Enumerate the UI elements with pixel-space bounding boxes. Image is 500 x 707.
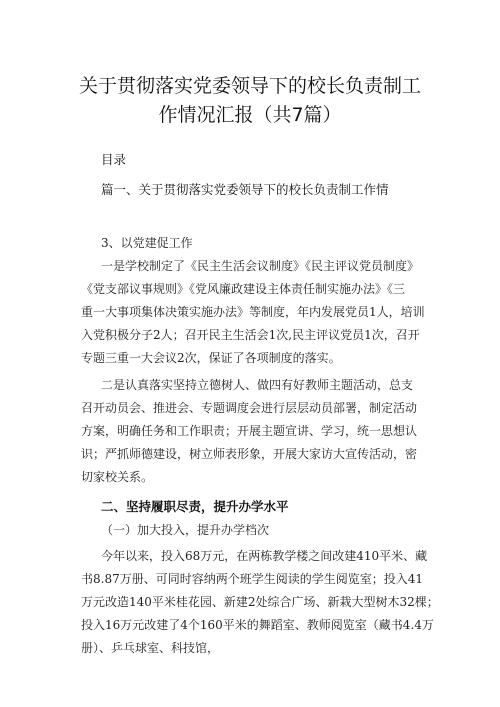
para1-line: 入党积极分子2人；召开民主生活会1次,民主评议党员1次，召开 — [81, 328, 420, 342]
para3-line: 册）、乒乓球室、科技馆， — [81, 641, 220, 655]
para1-line: 专题三重一大会议2次，保证了各项制度的落实。 — [81, 351, 341, 365]
para1-line: 重一大事项集体决策实施办法》等制度，年内发展党员1人，培训 — [81, 305, 425, 319]
para2-line: 二是认真落实坚持立德树人、做四有好教师主题活动，总支 — [101, 378, 414, 392]
subheading: （一）加大投入，提升办学档次 — [101, 523, 270, 537]
document-title-line-2: 作情况汇报（共7篇） — [158, 104, 342, 126]
para2-line: 识；严抓师德建设，树立师表形象，开展大家访大宣传活动，密 — [81, 447, 418, 461]
para2-line: 切家校关系。 — [81, 470, 154, 484]
para1-line: 一是学校制定了《民主生活会议制度》《民主评议党员制度》 — [101, 259, 420, 273]
para3-line: 万元改造140平米桂花园、新建2处综合广场、新栽大型树木32棵； — [81, 595, 439, 609]
heading-2: 二、坚持履职尽责，提升办学水平 — [101, 499, 289, 514]
para3-line: 书8.87万册、可同时容纳两个班学生阅读的学生阅览室；投入41 — [81, 572, 423, 586]
toc-item-1[interactable]: 篇一、关于贯彻落实党委领导下的校长负责制工作情 — [101, 182, 389, 197]
para2-line: 召开动员会、推进会、专题调度会进行层层动员部署，制定活动 — [81, 401, 418, 415]
section-heading: 3、以党建促工作 — [101, 236, 193, 250]
document-title-line-1: 关于贯彻落实党委领导下的校长负责制工 — [78, 75, 421, 97]
para3-line: 今年以来，投入68万元，在两栋教学楼之间改建410平米、藏 — [101, 549, 428, 563]
para2-line: 方案，明确任务和工作职责；开展主题宣讲、学习，统一思想认 — [81, 424, 418, 438]
para3-line: 投入16万元改建了4个160平米的舞蹈室、教师阅览室（藏书4.4万 — [81, 618, 434, 632]
toc-heading: 目录 — [101, 152, 127, 167]
para1-line: 《党支部议事规则》《党风廉政建设主体责任制实施办法》《三 — [81, 282, 406, 296]
